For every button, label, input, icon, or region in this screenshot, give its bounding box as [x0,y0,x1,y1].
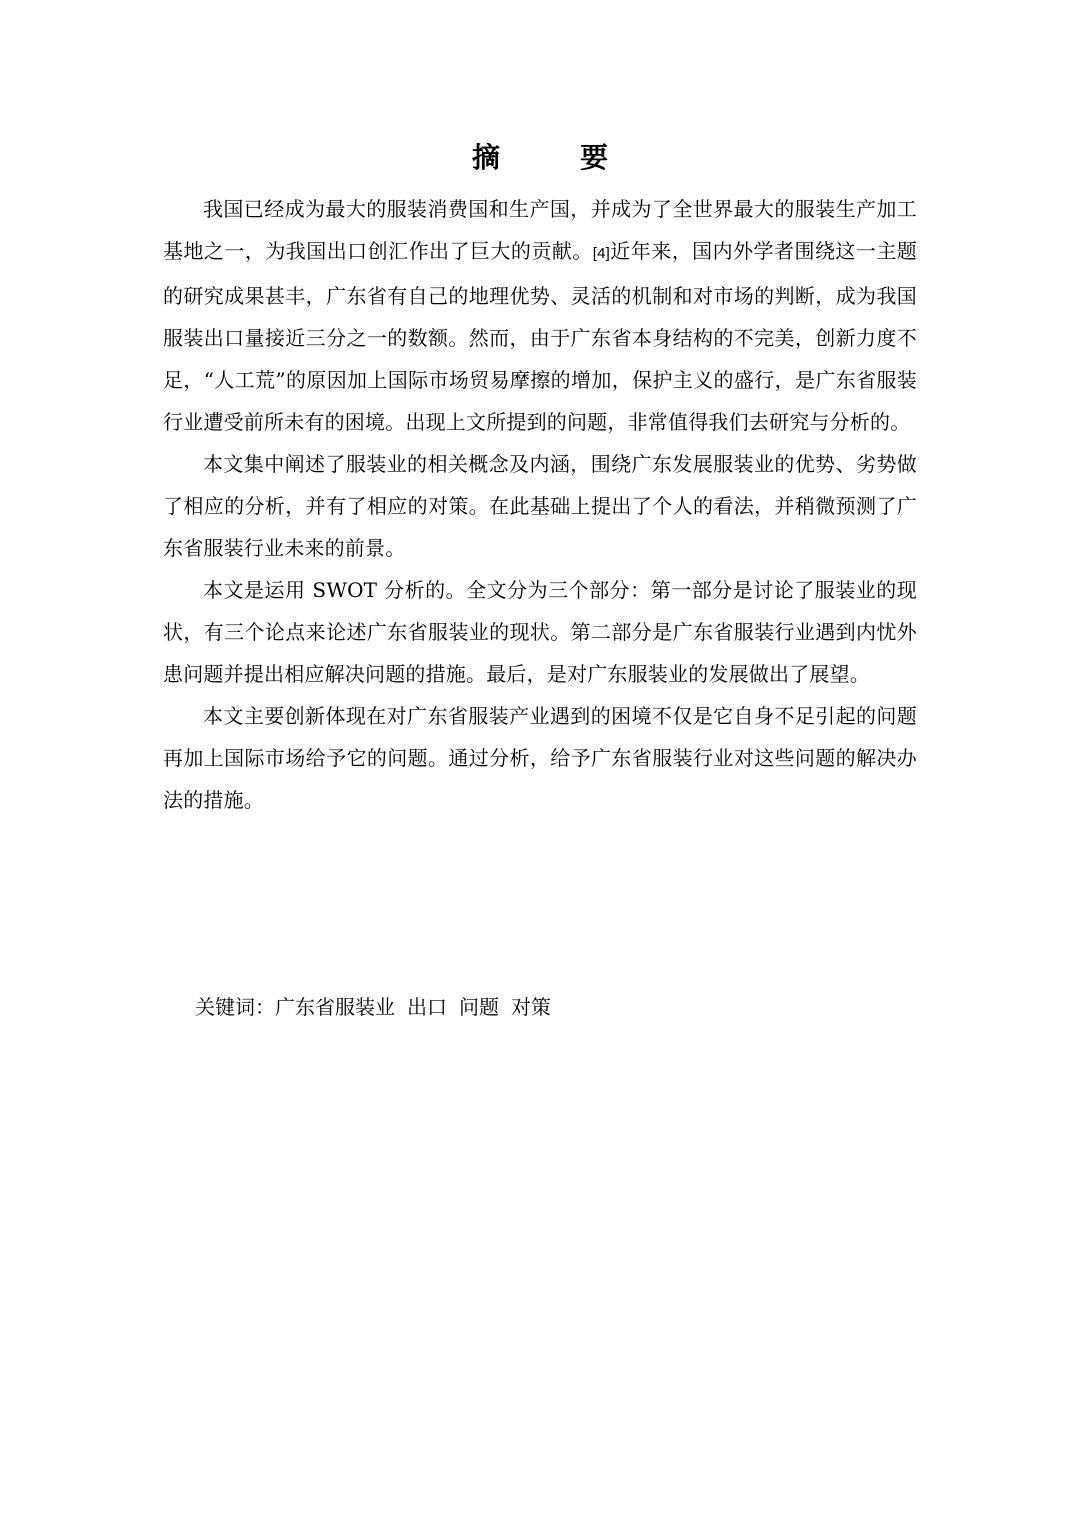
paragraph-3: 本文是运用 SWOT 分析的。全文分为三个部分：第一部分是讨论了服装业的现状，有三个论点来论述广东省服装业的现状。第二部分是广东省服装行业遇到内忧外患问题并提出相应解决问题的措施。最后，是对广东服装业的发展做出了展望。 [163,578,917,686]
keywords-line [195,987,563,1027]
keyword-item: 对策 [511,995,551,1019]
citation-marker: [4] [592,245,611,262]
paragraph-1 [163,188,917,443]
keyword-item: 广东省服装业 [275,995,395,1019]
keyword-item: 出口 [407,995,447,1019]
paragraph-4: 本文主要创新体现在对广东省服装产业遇到的困境不仅是它自身不足引起的问题再加上国际市场给予它的问题。通过分析，给予广东省服装行业对这些问题的解决办法的措施。 [163,704,917,812]
paragraph-2: 本文集中阐述了服装业的相关概念及内涵，围绕广东发展服装业的优势、劣势做了相应的分析，并有了相应的对策。在此基础上提出了个人的看法，并稍微预测了广东省服装行业未来的前景。 [163,452,917,560]
abstract-body [163,188,917,821]
keywords-label: 关键词： [195,995,275,1019]
keyword-item: 问题 [459,995,499,1019]
abstract-title: 摘 要 [471,141,634,174]
paragraph-1-text-b: 近年来，国内外学者围绕这一主题的研究成果甚丰，广东省有自己的地理优势、灵活的机制和对市场的判断，成为我国服装出口量接近三分之一的数额。然而，由于广东省本身结构的不完美，创新力度不足，“人工荒”的原因加上国际市场贸易摩擦的增加，保护主义的盛行，是广东省服装行业遭受前所未有的困境。出现上文所提到的问题，非常值得我们去研究与分析的。 [163,239,918,434]
paragraph-1-text-a: 我国已经成为最大的服装消费国和生产国，并成为了全世界最大的服装生产加工基地之一，为我国出口创汇作出了巨大的贡献。 [163,197,917,263]
